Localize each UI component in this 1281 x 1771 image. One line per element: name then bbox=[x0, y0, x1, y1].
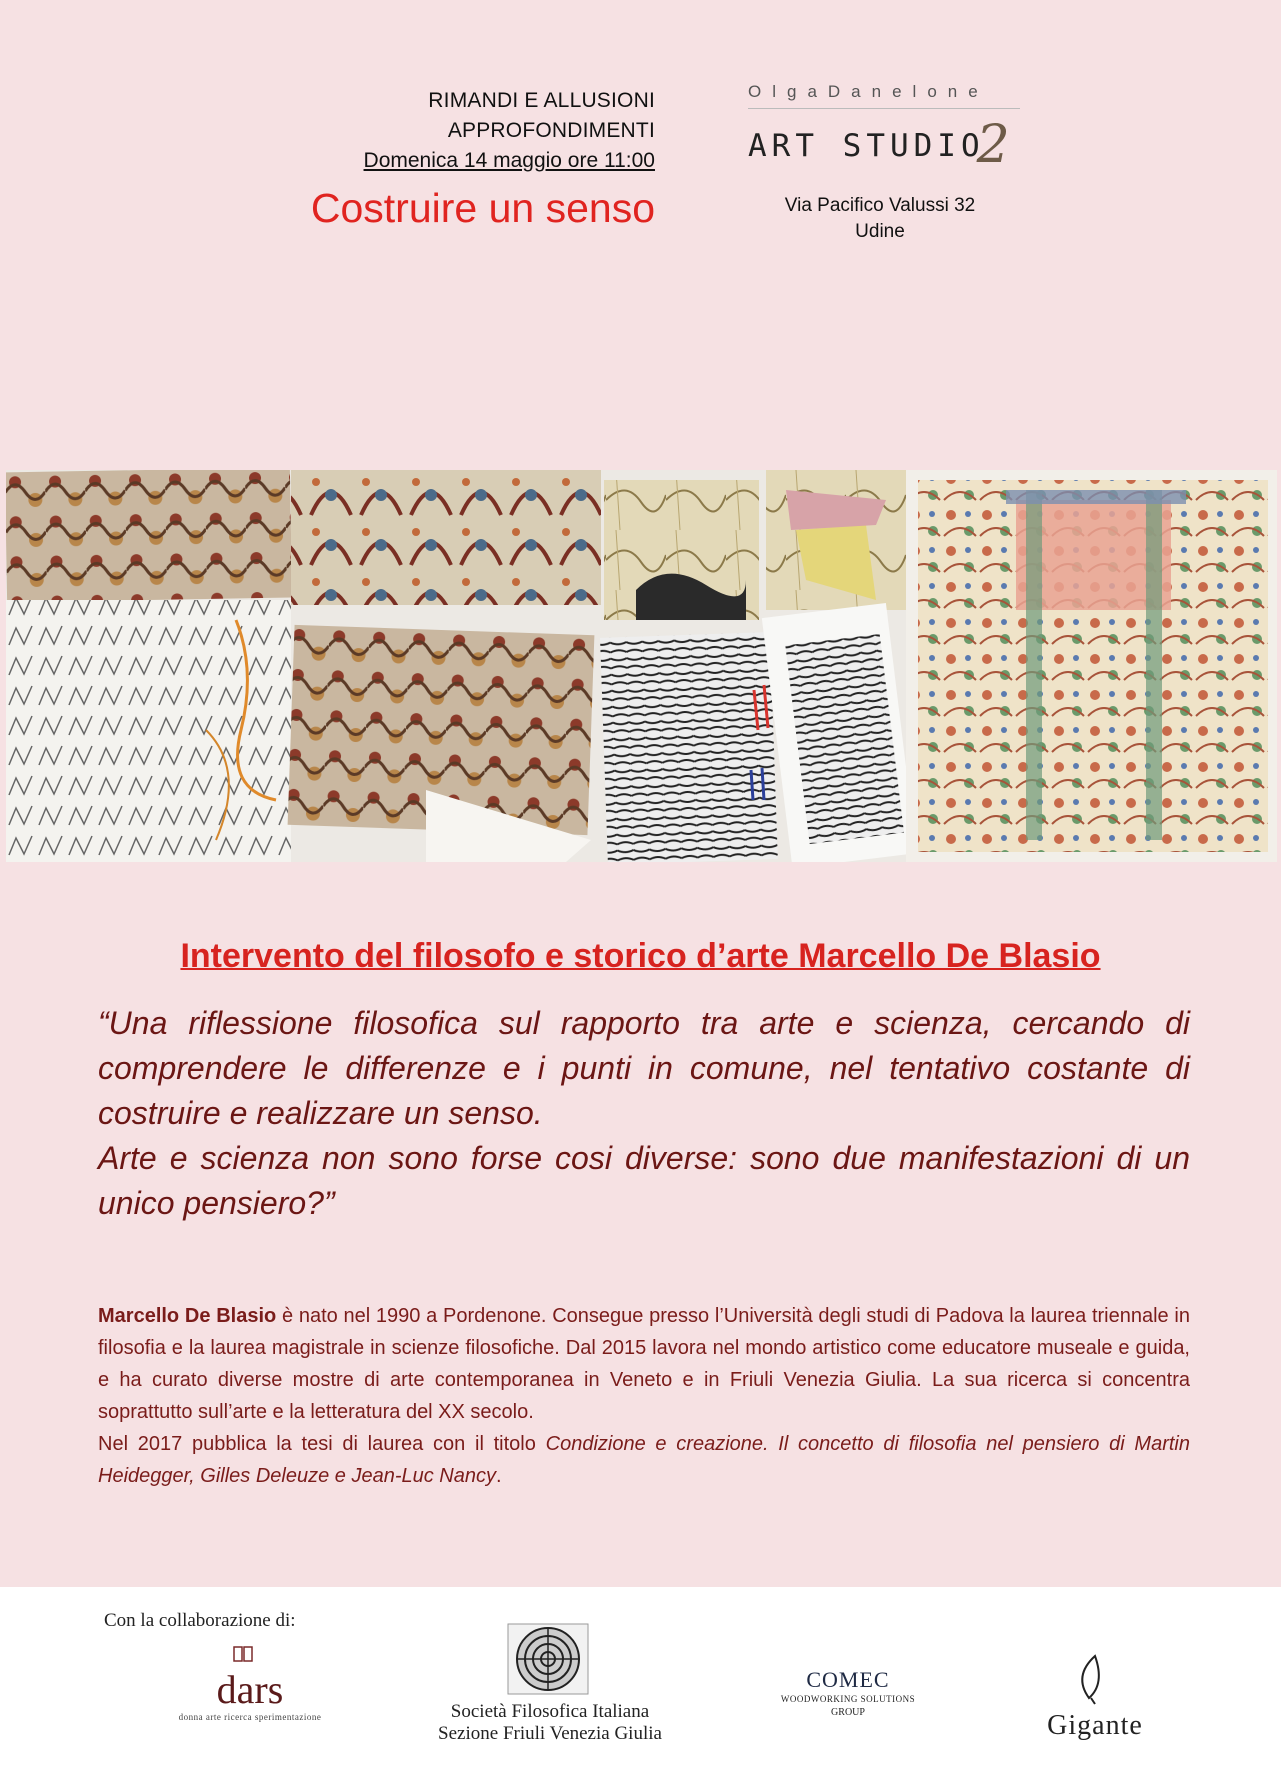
sponsor-comec bbox=[748, 1668, 948, 1720]
studio-logo bbox=[748, 82, 1038, 175]
sponsor-gigante bbox=[1025, 1650, 1165, 1741]
dars-tagline: donna arte ricerca sperimentazione bbox=[178, 1712, 322, 1722]
sponsor-dars bbox=[150, 1645, 350, 1722]
event-series: RIMANDI E ALLUSIONI bbox=[428, 89, 655, 112]
address-street: Via Pacifico Valussi 32 bbox=[784, 195, 976, 216]
address-city: Udine bbox=[855, 221, 905, 242]
quote-paragraph-2: Arte e scienza non sono forse cosi diverse: sono due manifestazioni di un unico pensiero?” bbox=[98, 1140, 1190, 1221]
dars-emblem-icon bbox=[150, 1645, 350, 1663]
sponsor-sfi bbox=[400, 1622, 700, 1745]
studio-name: ART STUDIO bbox=[748, 128, 985, 164]
quote-paragraph-1: “Una riflessione filosofica sul rapporto tra arte e scienza, cercando di comprendere le differenze e i punti in comune, nel tentativo costante di costruire e realizzare un senso. bbox=[98, 1005, 1190, 1131]
labyrinth-icon bbox=[400, 1622, 700, 1696]
bio-paragraph-2 bbox=[98, 1428, 1190, 1492]
event-date: Domenica 14 maggio ore 11:00 bbox=[363, 149, 655, 172]
event-header bbox=[200, 86, 655, 234]
bio-thesis-title: Condizione e creazione. Il concetto di filosofia nel pensiero di Martin Heidegger, Gilles Deleuze e Jean-Luc Nancy bbox=[98, 1433, 1190, 1487]
studio-owner-name: OlgaDanelone bbox=[748, 82, 989, 101]
bio-text-1: è nato nel 1990 a Pordenone. Consegue presso l’Università degli studi di Padova la laurea triennale in filosofia e la laurea magistrale in scienze filosofiche. Dal 2015 lavora nel mondo artistico come educatore museale e guida, e ha curato diverse mostre di arte contemporanea in Veneto e in Friuli Venezia Giulia. La sua ricerca si concentra soprattutto sull’arte e la letteratura del XX secolo. bbox=[98, 1305, 1190, 1423]
sfi-name: Società Filosofica Italiana bbox=[450, 1701, 650, 1722]
bio-text-3: . bbox=[496, 1465, 502, 1487]
artwork-collage bbox=[6, 470, 1277, 862]
dars-name: dars bbox=[216, 1667, 284, 1712]
talk-quote bbox=[98, 1001, 1190, 1226]
gigante-name: Gigante bbox=[1047, 1710, 1143, 1741]
collaboration-label: Con la collaborazione di: bbox=[104, 1610, 296, 1631]
event-title: Costruire un senso bbox=[310, 185, 655, 231]
comec-group: GROUP bbox=[831, 1707, 865, 1718]
bio-speaker-name: Marcello De Blasio bbox=[98, 1305, 277, 1327]
sfi-section: Sezione Friuli Venezia Giulia bbox=[438, 1723, 662, 1744]
comec-name: COMEC bbox=[806, 1667, 890, 1692]
speaker-bio bbox=[98, 1300, 1190, 1492]
gigante-leaf-icon bbox=[1025, 1650, 1165, 1706]
studio-numeral: 2 bbox=[976, 115, 1010, 175]
collage-image bbox=[6, 470, 1277, 862]
bio-text-2: Nel 2017 pubblica la tesi di laurea con il titolo bbox=[98, 1433, 546, 1455]
bio-paragraph-1 bbox=[98, 1300, 1190, 1428]
talk-heading: Intervento del filosofo e storico d’arte Marcello De Blasio bbox=[180, 937, 1101, 975]
studio-address bbox=[740, 193, 1020, 245]
studio-logo-rule bbox=[748, 108, 1020, 109]
comec-tagline: WOODWORKING SOLUTIONS bbox=[780, 1694, 916, 1704]
event-subseries: APPROFONDIMENTI bbox=[447, 119, 655, 142]
